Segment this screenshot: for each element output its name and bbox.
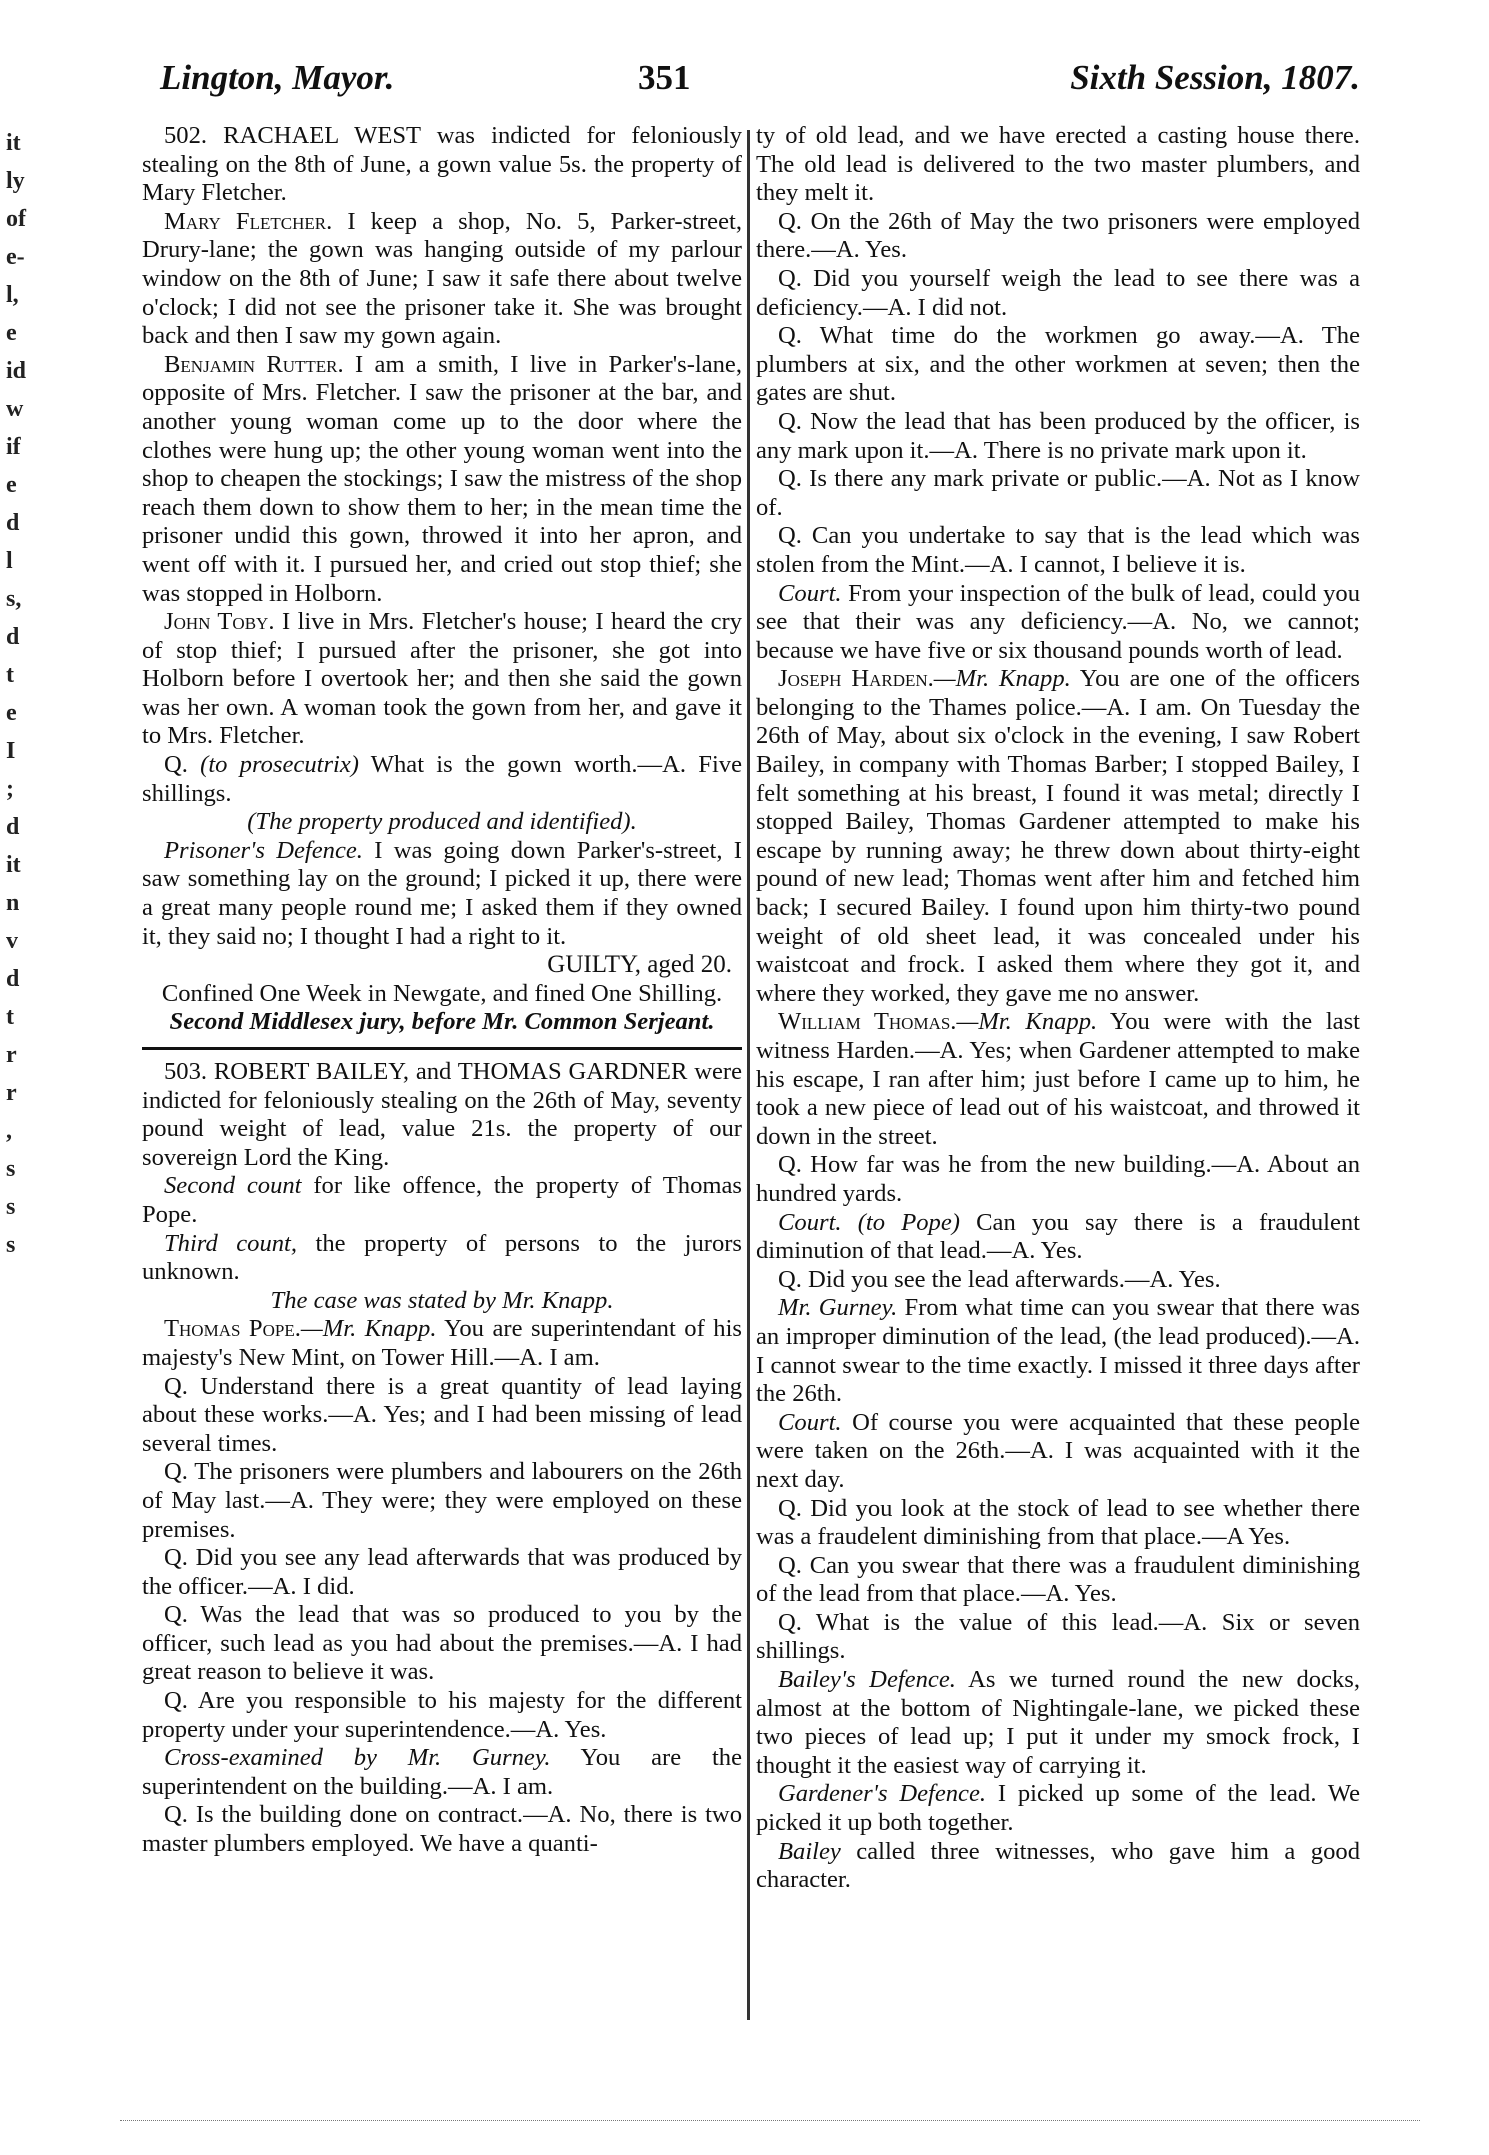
margin-fragment: r	[6, 1080, 17, 1106]
defence-label: Gardener's Defence.	[778, 1780, 987, 1808]
court-text: Can you say there is a fraudulent diminution of that lead.—A. Yes.	[756, 1208, 1361, 1265]
case-502-intro: 502. RACHAEL WEST was indicted for feloniously stealing on the 8th of June, a gown value 5s. the property of Mary Fletcher.	[142, 122, 742, 207]
defence-text: I was going down Parker's-street, I saw something lay on the ground; I picked it up, there were a great many people round me; I asked them if they owned it, they said no; I thought I had a right to it.	[142, 836, 743, 950]
court-question	[756, 1409, 1360, 1495]
harden-testimony	[756, 665, 1360, 1008]
witness-name: Benjamin Rutter.	[164, 350, 344, 378]
court-question	[756, 580, 1360, 666]
defence-label: Bailey's Defence.	[778, 1666, 956, 1694]
margin-fragment: v	[6, 928, 18, 954]
margin-fragment: ;	[6, 776, 14, 802]
court-text: Of course you were acquainted that these people were taken on the 26th.—A. I was acquainted with it the next day.	[756, 1408, 1360, 1493]
case-separator-rule	[142, 1047, 742, 1050]
running-header	[160, 58, 1360, 110]
question-label: (to prosecutrix)	[200, 751, 359, 779]
witness-name: Joseph Harden.	[778, 665, 934, 693]
examiner: —Mr. Knapp.	[933, 665, 1071, 693]
qa-line: Q. Now the lead that has been produced by the officer, is any mark upon it.—A. There is no private mark upon it.	[756, 407, 1360, 464]
margin-fragment: ,	[6, 1118, 12, 1144]
count-label: Third count,	[164, 1229, 298, 1257]
qa-line: Q. Can you swear that there was a fraudulent diminishing of the lead from that place.—A. Yes.	[756, 1551, 1360, 1608]
examiner: —Mr. Knapp.	[956, 1008, 1098, 1036]
third-count	[142, 1230, 742, 1287]
court-question	[756, 1209, 1360, 1266]
witness-name: John Toby.	[164, 608, 275, 636]
margin-fragment: s,	[6, 586, 22, 612]
pope-testimony	[142, 1315, 742, 1372]
count-label: Second count	[164, 1172, 302, 1200]
qa-line: Q. Is the building done on contract.—A. No, there is two master plumbers employed. We have a quanti-	[142, 1801, 742, 1858]
cross-text: You are the superintendent on the building.—A. I am.	[142, 1744, 742, 1800]
rutter-testimony	[142, 351, 742, 608]
qa-line: Q. Is there any mark private or public.—A. Not as I know of.	[756, 465, 1360, 521]
page-number: 351	[638, 58, 691, 97]
qa-line: Q. Did you yourself weigh the lead to see there was a deficiency.—A. I did not.	[756, 264, 1360, 321]
testimony-text: I am a smith, I live in Parker's-lane, opposite of Mrs. Fletcher. I saw the prisoner at the bar, and another young woman come up to the door where the clothes were hung up; the other young woman went into the shop to cheapen the stockings; I saw the mistress of the shop reach them down to show them to her; in the mean time the prisoner undid this gown, throwed it into her apron, and went off with it. I pursued her, and cried out stop thief; she was stopped in Holborn.	[142, 350, 742, 607]
witness-name: Thomas Pope.	[164, 1315, 301, 1343]
case-stated: The case was stated by Mr. Knapp.	[270, 1286, 614, 1314]
defendant-label: Bailey	[778, 1837, 841, 1865]
examiner: —Mr. Knapp.	[300, 1315, 437, 1343]
qa-line: Q. On the 26th of May the two prisoners were employed there.—A. Yes.	[756, 207, 1360, 264]
fletcher-testimony	[142, 208, 742, 351]
margin-fragment: e	[6, 700, 17, 726]
second-count	[142, 1172, 742, 1229]
margin-fragment: t	[6, 662, 14, 688]
right-column	[756, 122, 1360, 1895]
property-produced: (The property produced and identified).	[247, 808, 637, 836]
facing-page-margin	[0, 130, 40, 1830]
margin-fragment: if	[6, 434, 21, 460]
margin-fragment: l,	[6, 282, 19, 308]
margin-fragment: ly	[6, 168, 25, 194]
verdict: GUILTY, aged 20.	[547, 951, 732, 979]
prisoner-defence	[142, 837, 742, 951]
testimony-text: You were with the last witness Harden.—A. Yes; when Gardener attempted to make his escape, I ran after him; just before I came up to him, he took a new piece of lead out of his waistcoat, and throwed it down in the street.	[756, 1008, 1360, 1150]
testimony-text: You are one of the officers belonging to the Thames police.—A. I am. On Tuesday the 26th of May, about six o'clock in the evening, I saw Robert Bailey, in company with Thomas Barber; I stopped Bailey, I felt something at his breast, I found it was metal; directly I stopped Bailey, Thomas Gardener attempted to make his escape by running away; he threw down about thirty-eight pound of new lead; Thomas went after him and fetched him back; I secured Bailey. I found upon him thirty-two pound weight of old sheet lead, it was concealed under his waistcoat and frock. I asked them where they got it, and where they worked, they gave me no answer.	[756, 665, 1360, 1007]
qa-line: Q. What is the value of this lead.—A. Six or seven shillings.	[756, 1608, 1360, 1665]
margin-fragment: s	[6, 1194, 16, 1220]
cross-label: Cross-examined by Mr. Gurney.	[164, 1744, 551, 1772]
margin-fragment: I	[6, 738, 16, 764]
qa-line: Q. Did you look at the stock of lead to see whether there was a fraudelent diminishing from that place.—A Yes.	[756, 1494, 1360, 1551]
margin-fragment: r	[6, 1042, 17, 1068]
court-label: Court.	[778, 579, 842, 607]
margin-fragment: it	[6, 852, 21, 878]
margin-fragment: s	[6, 1156, 16, 1182]
question-text: What is the gown worth.—A. Five shillings.	[142, 751, 742, 807]
qa-line: Q. What time do the workmen go away.—A. The plumbers at six, and the other workmen at seven; then the gates are shut.	[756, 322, 1360, 407]
bailey-defence	[756, 1666, 1360, 1780]
testimony-text: I keep a shop, No. 5, Parker-street, Drury-lane; the gown was hanging outside of my parlour window on the 8th of June; I saw it safe there about twelve o'clock; I did not see the prisoner take it. She was brought back and then I saw my gown again.	[142, 207, 742, 350]
margin-fragment: s	[6, 1232, 16, 1258]
gardener-defence	[756, 1780, 1360, 1837]
count-text: the property of persons to the jurors unknown.	[142, 1229, 743, 1286]
margin-fragment: of	[6, 206, 26, 232]
count-text: for like offence, the property of Thomas Pope.	[142, 1172, 742, 1228]
cross-examination	[142, 1744, 742, 1801]
qa-line: Q. How far was he from the new building.—A. About an hundred yards.	[756, 1151, 1360, 1207]
margin-fragment: d	[6, 966, 20, 992]
qa-line: Q. The prisoners were plumbers and labourers on the 26th of May last.—A. They were; they were employed on these premises.	[142, 1458, 742, 1543]
margin-fragment: e	[6, 320, 17, 346]
column-divider	[747, 130, 750, 2020]
witness-name: William Thomas.	[778, 1008, 957, 1036]
scan-noise	[120, 2120, 1420, 2131]
defence-label: Prisoner's Defence.	[164, 836, 363, 864]
defence-text: As we turned round the new docks, almost at the bottom of Nightingale-lane, we picked these two pieces of lead up; I put it under my smock frock, I thought it the easiest way of carrying it.	[756, 1666, 1361, 1779]
witnesses-text: called three witnesses, who gave him a good character.	[756, 1837, 1360, 1894]
case-503-intro: 503. ROBERT BAILEY, and THOMAS GARDNER were indicted for feloniously stealing on the 26th of May, seventy pound weight of lead, value 21s. the property of our sovereign Lord the King.	[142, 1058, 742, 1171]
header-session: Sixth Session, 1807.	[1070, 58, 1360, 97]
qa-line: Q. Did you see any lead afterwards that was produced by the officer.—A. I did.	[142, 1544, 742, 1600]
margin-fragment: e-	[6, 244, 25, 270]
margin-fragment: l	[6, 548, 13, 574]
qa-line: Q. Did you see the lead afterwards.—A. Yes.	[778, 1265, 1221, 1293]
margin-fragment: d	[6, 510, 20, 536]
court-label: Court.	[778, 1408, 842, 1436]
gurney-question	[756, 1294, 1360, 1408]
witness-name: Mary Fletcher.	[164, 207, 333, 235]
margin-fragment: it	[6, 130, 21, 156]
qa-line: Q. Can you undertake to say that is the lead which was stolen from the Mint.—A. I cannot, I believe it is.	[756, 522, 1360, 578]
sentence: Confined One Week in Newgate, and fined One Shilling.	[161, 979, 723, 1007]
margin-fragment: w	[6, 396, 24, 422]
qa-line: Q. Understand there is a great quantity of lead laying about these works.—A. Yes; and I had been missing of lead several times.	[142, 1372, 742, 1457]
qa-line: Q. Was the lead that was so produced to you by the officer, such lead as you had about the premises.—A. I had great reason to believe it was.	[142, 1601, 742, 1686]
jury-note: Second Middlesex jury, before Mr. Common Serjeant.	[169, 1008, 715, 1036]
counsel-text: From what time can you swear that there was an improper diminution of the lead, (the lead produced).—A. I cannot swear to the time exactly. I missed it three days after the 26th.	[756, 1294, 1360, 1408]
defence-text: I picked up some of the lead. We picked it up both together.	[756, 1780, 1360, 1837]
court-text: From your inspection of the bulk of lead, could you see that their was any deficiency.—A. No, we cannot; because we have five or six thousand pounds worth of lead.	[756, 579, 1360, 664]
counsel-label: Mr. Gurney.	[778, 1294, 898, 1322]
testimony-text: I live in Mrs. Fletcher's house; I heard the cry of stop thief; I pursued after the prisoner, she got into Holborn before I overtook her; and then she said the gown was her own. A woman took the gown from her, and gave it to Mrs. Fletcher.	[142, 608, 743, 750]
bailey-witnesses	[756, 1838, 1360, 1895]
qa-line: Q. Are you responsible to his majesty for the different property under your superintendence.—A. Yes.	[142, 1687, 742, 1743]
court-label: Court. (to Pope)	[778, 1208, 960, 1236]
question-prosecutrix: Q. (to prosecutrix) What is the gown worth.—A. Five shillings.	[142, 751, 742, 807]
testimony-text: You are superintendant of his majesty's New Mint, on Tower Hill.—A. I am.	[142, 1315, 742, 1371]
margin-fragment: e	[6, 472, 17, 498]
thomas-testimony	[756, 1008, 1360, 1151]
margin-fragment: t	[6, 1004, 14, 1030]
margin-fragment: d	[6, 624, 20, 650]
left-column	[142, 122, 742, 1859]
margin-fragment: d	[6, 814, 20, 840]
margin-fragment: n	[6, 890, 20, 916]
margin-fragment: id	[6, 358, 27, 384]
header-mayor: Lington, Mayor.	[160, 58, 395, 97]
continued-answer: ty of old lead, and we have erected a casting house there. The old lead is delivered to the two master plumbers, and they melt it.	[756, 122, 1360, 207]
toby-testimony	[142, 608, 742, 751]
